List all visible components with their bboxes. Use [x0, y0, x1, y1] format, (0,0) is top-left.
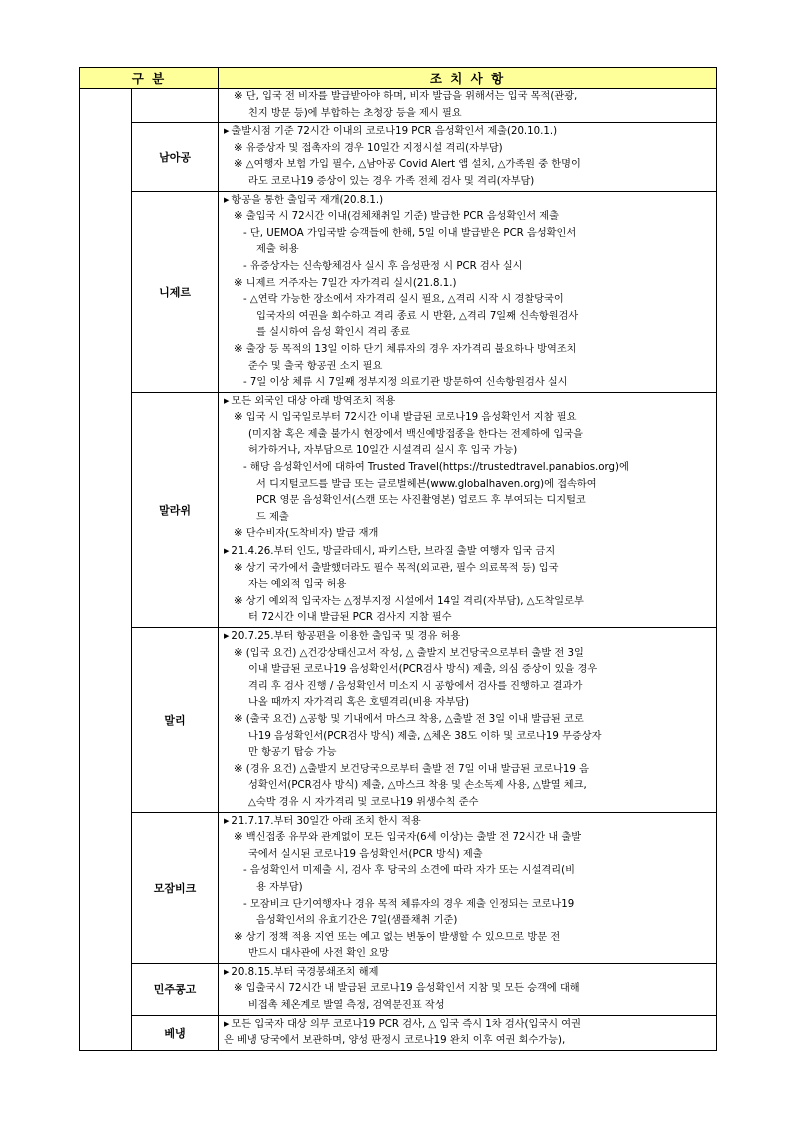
measure-line: ※ 상기 정책 적용 지연 또는 예고 없는 변동이 발생할 수 있으므로 방문 전: [234, 931, 561, 943]
measure-line: ※ △여행자 보험 가입 필수, △남아공 Covid Alert 앱 설치, △가족원 중 한명이: [234, 159, 581, 171]
measure-line: 터 72시간 이내 발급된 PCR 검사지 지참 필수: [248, 612, 452, 624]
measures-cell: [219, 628, 717, 813]
measure-line: 준수 및 출국 항공권 소지 필요: [248, 360, 383, 372]
table-row: [80, 392, 717, 627]
measures-cell: [219, 89, 717, 123]
bullet-line: [224, 1016, 712, 1034]
measure-line: ※ 니제르 거주자는 7일간 자가격리 실시(21.8.1.): [234, 277, 457, 289]
bullet-line: [224, 123, 712, 141]
country-cell: 민주콩고: [132, 963, 219, 1015]
measure-line: 나19 음성확인서(PCR검사 방식) 제출, △체온 38도 이하 및 코로나19 무증상자: [248, 730, 602, 742]
table-row: [80, 191, 717, 392]
table-header-row: [80, 68, 717, 89]
bullet-text: 20.7.25.부터 항공편을 이용한 출입국 및 경유 허용: [231, 631, 461, 642]
bullet-line: [224, 192, 712, 210]
table-row: [80, 628, 717, 813]
measures-cell: [219, 392, 717, 627]
measure-line: 만 항공기 탑승 가능: [248, 747, 337, 759]
measure-line: ※ (경유 요건) △출발지 보건당국으로부터 출발 전 7일 이내 발급된 코로나19 음: [234, 763, 589, 775]
measure-line: ※ 단수비자(도착비자) 발급 재개: [234, 528, 379, 540]
bullet-text: 21.4.26.부터 인도, 방글라데시, 파키스탄, 브라질 출발 여행자 입국 금지: [231, 546, 556, 558]
measure-line: △숙박 경유 시 자가격리 및 코로나19 위생수칙 준수: [248, 796, 479, 808]
measure-line: - 유증상자는 신속항체검사 실시 후 음성판정 시 PCR 검사 실시: [243, 260, 523, 272]
triangle-bullet-icon: ▶: [224, 547, 230, 556]
measure-line: 를 실시하여 음성 확인시 격리 종료: [256, 327, 410, 339]
measure-line: - 해당 음성확인서에 대하여 Trusted Travel(https://trustedtravel.panabios.org)에: [243, 462, 629, 474]
country-cell: [132, 89, 219, 123]
measure-line: - 단, UEMOA 가입국발 승객들에 한해, 5일 이내 발급받은 PCR 음성확인서: [243, 227, 577, 239]
region-cell: [80, 89, 132, 1051]
measure-line: 드 제출: [256, 511, 289, 523]
measures-cell: [219, 963, 717, 1015]
measure-line: ※ 입국 시 입국일로부터 72시간 이내 발급된 코로나19 음성확인서 지참 필요: [234, 412, 577, 424]
header-measures: 조 치 사 항: [219, 68, 717, 89]
triangle-bullet-icon: ▶: [224, 967, 230, 976]
measures-cell: [219, 1015, 717, 1050]
measures-table: [79, 67, 717, 1051]
measure-line: ※ 상기 예외적 입국자는 △정부지정 시설에서 14일 격리(자부담), △도착일로부: [234, 595, 584, 607]
measures-table-page: [79, 67, 716, 1071]
measure-line: 성확인서(PCR검사 방식) 제출, △마스크 착용 및 손소독제 사용, △발열 체크,: [248, 780, 587, 792]
bullet-line: [224, 813, 712, 831]
measure-line: ※ 유증상자 및 접촉자의 경우 10일간 지정시설 격리(자부담): [234, 142, 503, 154]
measure-line: 음성확인서의 유효기간은 7일(샘플채취 기준): [256, 915, 458, 927]
bullet-line: [224, 964, 712, 982]
table-row: [80, 812, 717, 963]
table-body: [80, 89, 717, 1051]
bullet-text: 출발시점 기준 72시간 이내의 코로나19 PCR 음성확인서 제출(20.10.1.): [231, 126, 558, 138]
bullet-line: [224, 543, 712, 561]
measure-line: 라도 코로나19 증상이 있는 경우 가족 전체 검사 및 격리(자부담): [248, 175, 535, 187]
triangle-bullet-icon: ▶: [224, 816, 230, 825]
triangle-bullet-icon: ▶: [224, 127, 230, 136]
bullet-text: 모든 외국인 대상 아래 방역조치 적용: [231, 395, 396, 407]
measure-line: ※ 상기 국가에서 출발했더라도 필수 목적(외교관, 필수 의료목적 등) 입국: [234, 562, 559, 574]
table-row: [80, 1015, 717, 1050]
bullet-text: 21.7.17.부터 30일간 아래 조치 한시 적용: [231, 815, 421, 827]
measure-line: 나올 때까지 자가격리 혹은 호텔격리(비용 자부담): [248, 697, 469, 709]
measures-cell: [219, 191, 717, 392]
triangle-bullet-icon: ▶: [224, 396, 230, 405]
measure-line: ※ (입국 요건) △건강상태신고서 작성, △ 출발지 보건당국으로부터 출발 전 3일: [234, 647, 584, 659]
measure-line: 친지 방문 등)에 부합하는 초청장 등을 제시 필요: [248, 107, 462, 119]
measure-line: 이내 발급된 코로나19 음성확인서(PCR검사 방식) 제출, 의심 증상이 있을 경우: [248, 664, 598, 676]
measure-line: - △연락 가능한 장소에서 자가격리 실시 필요, △격리 시작 시 경찰당국이: [243, 294, 564, 306]
triangle-bullet-icon: ▶: [224, 1019, 230, 1028]
measure-line: PCR 영문 음성확인서(스캔 또는 사진촬영본) 업로드 후 부여되는 디지털코: [256, 495, 586, 507]
measure-line: 자는 예외적 입국 허용: [248, 579, 347, 591]
country-cell: 베냉: [132, 1015, 219, 1050]
measure-line: ※ 단, 입국 전 비자를 발급받아야 하며, 비자 발급을 위해서는 입국 목적(관광,: [234, 91, 578, 102]
country-cell: 남아공: [132, 123, 219, 191]
table-row: [80, 963, 717, 1015]
measure-line: - 7일 이상 체류 시 7일째 정부지정 의료기관 방문하여 신속항원검사 실시: [243, 377, 568, 389]
measure-line: 허가하거나, 자부담으로 10일간 시설격리 실시 후 입국 가능): [248, 445, 518, 457]
triangle-bullet-icon: ▶: [224, 632, 230, 640]
measure-line: (미지참 혹은 제출 불가시 현장에서 백신예방접종을 한다는 전제하에 입국을: [248, 428, 583, 440]
measure-line: ※ 입출국시 72시간 내 발급된 코로나19 음성확인서 지참 및 모든 승객에 대해: [234, 983, 580, 995]
measure-line: 국에서 실시된 코로나19 음성확인서(PCR 방식) 제출: [248, 848, 483, 860]
measures-cell: [219, 812, 717, 963]
triangle-bullet-icon: ▶: [224, 195, 230, 204]
measure-line: 은 베냉 당국에서 보관하며, 양성 판정시 코로나19 완치 이후 여권 회수가능),: [224, 1035, 566, 1047]
measure-line: ※ 출장 등 목적의 13일 이하 단기 체류자의 경우 자가격리 불요하나 방역조치: [234, 343, 577, 355]
measure-line: ※ 백신접종 유무와 관계없이 모든 입국자(6세 이상)는 출발 전 72시간 내 출발: [234, 832, 582, 844]
measure-line: 용 자부담): [256, 881, 303, 893]
measures-cell: [219, 123, 717, 191]
country-cell: 니제르: [132, 191, 219, 392]
measure-line: 격리 후 검사 진행 / 음성확인서 미소지 시 공항에서 검사를 진행하고 결과가: [248, 680, 583, 692]
bullet-line: [224, 628, 712, 646]
measure-line: ※ (출국 요건) △공항 및 기내에서 마스크 착용, △출발 전 3일 이내 발급된 코로: [234, 713, 584, 725]
table-row: [80, 89, 717, 123]
measure-line: - 음성확인서 미제출 시, 검사 후 당국의 소견에 따라 자가 또는 시설격리(비: [243, 865, 575, 877]
header-category: 구 분: [80, 68, 219, 89]
bullet-line: [224, 393, 712, 411]
measure-line: 서 디지털코드를 발급 또는 글로벌헤븐(www.globalhaven.org)에 접속하여: [256, 478, 597, 490]
country-cell: 말라위: [132, 392, 219, 627]
bullet-text: 항공을 통한 출입국 재개(20.8.1.): [231, 194, 384, 206]
measure-line: - 모잠비크 단기여행자나 경유 목적 체류자의 경우 제출 인정되는 코로나19: [243, 898, 575, 910]
bullet-text: 20.8.15.부터 국경봉쇄조치 해제: [231, 966, 379, 978]
country-cell: 말리: [132, 628, 219, 813]
measure-line: 입국자의 여권을 회수하고 격리 종료 시 반환, △격리 7일째 신속항원검사: [256, 310, 579, 322]
bullet-text: 모든 입국자 대상 의무 코로나19 PCR 검사, △ 입국 즉시 1차 검사(입국시 여권: [231, 1018, 581, 1030]
country-cell: 모잠비크: [132, 812, 219, 963]
measure-line: 비접촉 체온계로 발열 측정, 검역문진표 작성: [248, 1000, 445, 1012]
measure-line: ※ 출입국 시 72시간 이내(검체채취일 기준) 발급한 PCR 음성확인서 제출: [234, 211, 559, 223]
measure-line: 제출 허용: [256, 244, 299, 256]
measure-line: 반드시 대사관에 사전 확인 요망: [248, 948, 389, 960]
table-row: [80, 123, 717, 191]
